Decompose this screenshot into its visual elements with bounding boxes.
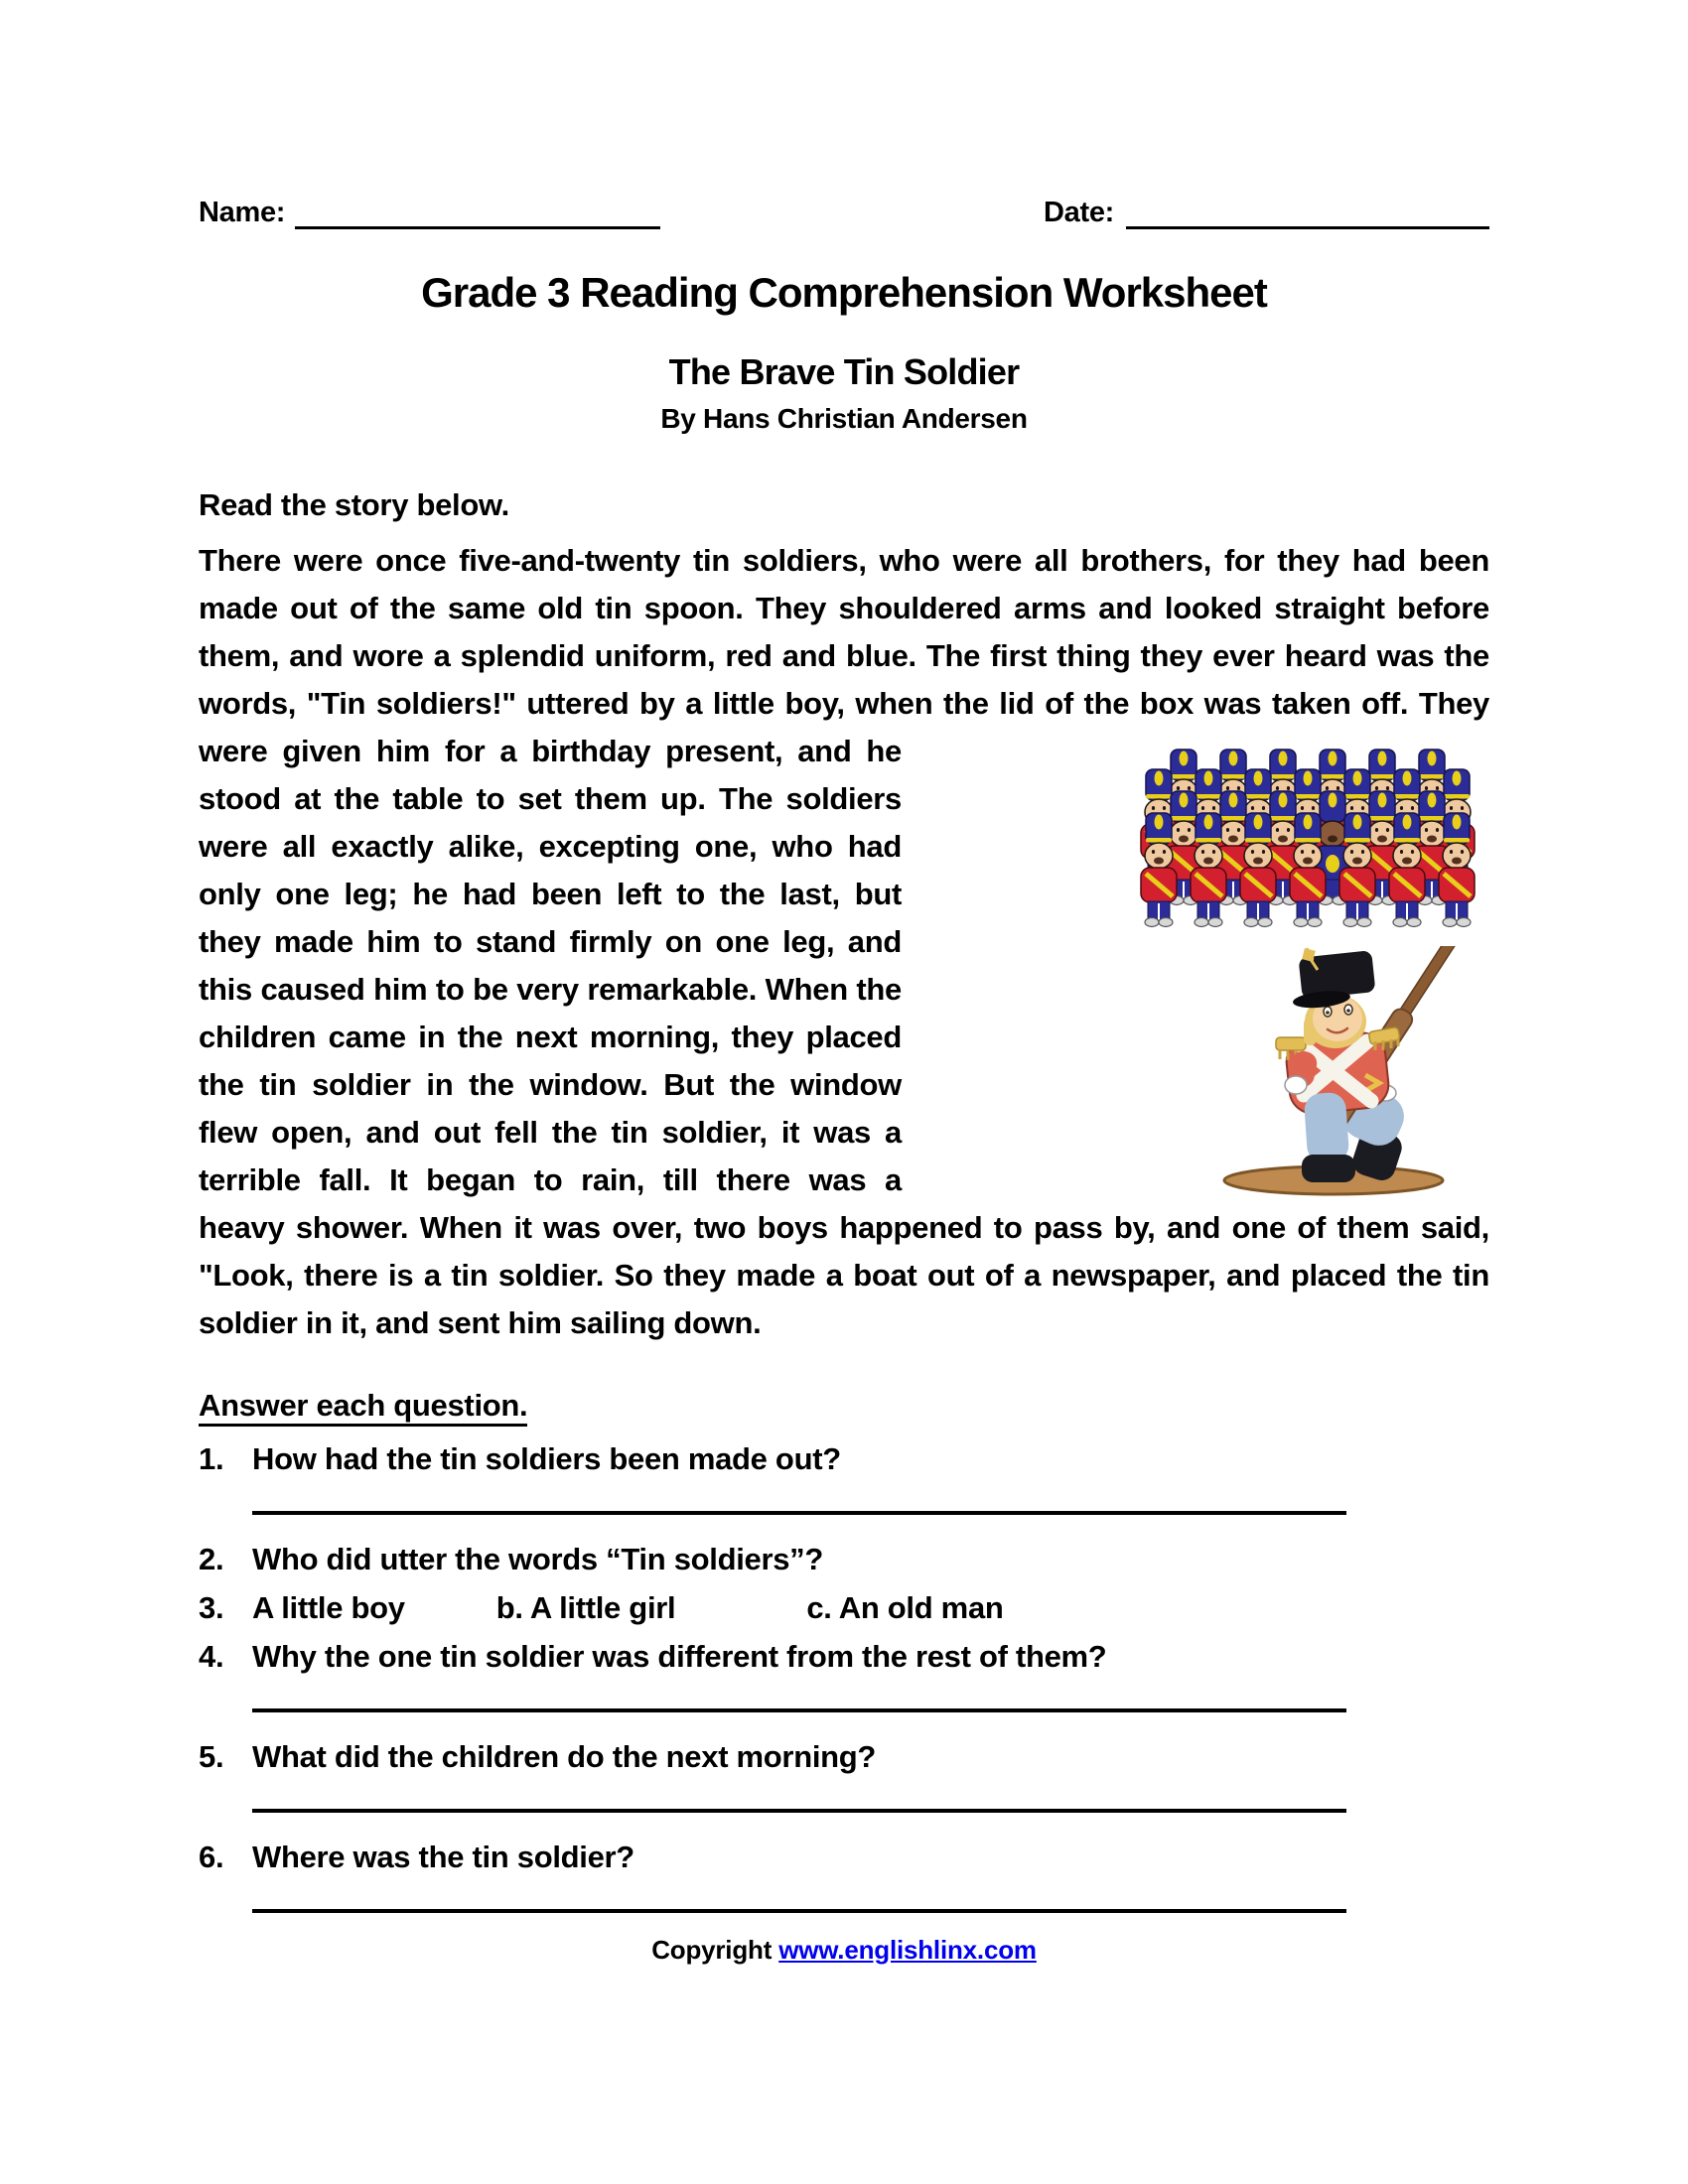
answer-blank-line	[252, 1708, 1346, 1712]
name-field	[199, 197, 660, 229]
answer-blank-line	[252, 1809, 1346, 1813]
question-number: 5.	[199, 1739, 224, 1774]
question-row-4	[199, 1632, 1489, 1681]
question-number: 6.	[199, 1840, 224, 1874]
question-text: Where was the tin soldier?	[252, 1840, 634, 1874]
question-number: 3.	[199, 1590, 224, 1625]
story-text-part2: present, and he stood at the table to set them up. The soldiers were all exactly alike, excepting one, who had only one leg; he had been left to the last, but they made him to stand firmly on one leg, and this caused him to be very remarkable. When the children came in the next morning, they placed the tin soldier in the window. But the window flew open, and out fell the tin soldier, it was a terrible fall. It began to rain, till there was a heavy shower. When it was over, two boys happened to pass by, and one of them said, "Look, there is a tin soldier. So they made a boat out of a newspaper, and placed the tin soldier in it, and sent him sailing down.	[199, 734, 1489, 1340]
question-number: 2.	[199, 1542, 224, 1576]
read-instruction: Read the story below.	[199, 487, 509, 522]
date-label: Date:	[1043, 197, 1114, 228]
name-date-row	[199, 197, 1489, 229]
copyright-label: Copyright	[651, 1935, 779, 1965]
story-illustrations	[1112, 748, 1489, 1196]
name-label: Name:	[199, 197, 286, 228]
name-blank-line	[295, 202, 660, 229]
story-paragraph	[199, 537, 1489, 1347]
question-row-2	[199, 1535, 1489, 1583]
question-text: How had the tin soldiers been made out?	[252, 1441, 841, 1476]
questions-heading: Answer each question.	[199, 1385, 1489, 1427]
question-text: Who did utter the words “Tin soldiers”?	[252, 1542, 824, 1576]
option-a: A little boy	[252, 1590, 405, 1625]
answer-blank-line	[252, 1909, 1346, 1913]
question-options	[252, 1583, 1489, 1632]
question-text: What did the children do the next morning?	[252, 1739, 877, 1774]
date-field	[1044, 197, 1489, 229]
worksheet-content	[199, 197, 1489, 1967]
option-c: c. An old man	[806, 1590, 1004, 1625]
question-text: Why the one tin soldier was different from the rest of them?	[252, 1639, 1107, 1674]
page-title: Grade 3 Reading Comprehension Worksheet	[421, 269, 1267, 316]
question-row-5	[199, 1732, 1489, 1781]
footer	[199, 1933, 1489, 1967]
tin-soldiers-group-image	[1122, 748, 1479, 942]
question-row-6	[199, 1833, 1489, 1881]
tin-soldier-image	[1206, 946, 1465, 1196]
option-b: b. A little girl	[495, 1590, 676, 1625]
story-text-part1: There were once five-and-twenty tin soldiers, who were all brothers, for they had been made out of the same old tin spoon. They shouldered arms and looked straight before them, and wore a splendid uniform, red and blue. The first thing they ever heard was the words, "Tin soldiers!" uttered by a little boy, when the lid of the box was taken off. They were given him for a birthday	[199, 543, 1489, 768]
answer-blank-line	[252, 1511, 1346, 1515]
question-number: 4.	[199, 1639, 224, 1674]
date-blank-line	[1126, 202, 1489, 229]
question-row-1	[199, 1434, 1489, 1483]
question-number: 1.	[199, 1441, 224, 1476]
story-title: The Brave Tin Soldier	[668, 351, 1020, 392]
copyright-link[interactable]: www.englishlinx.com	[778, 1935, 1037, 1965]
question-row-3	[199, 1583, 1489, 1632]
story-author: By Hans Christian Andersen	[660, 403, 1028, 434]
